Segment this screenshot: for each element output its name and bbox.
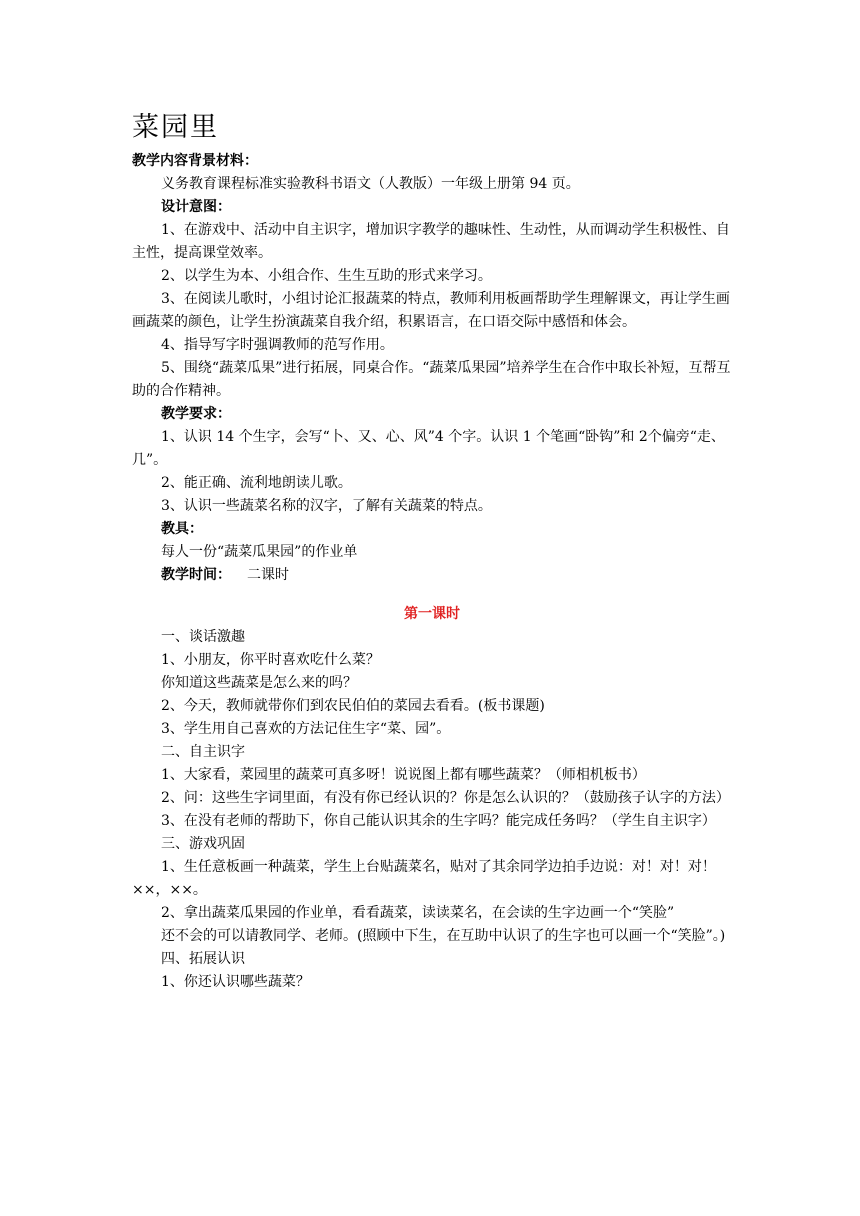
background-text: 义务教育课程标准实验教科书语文（人教版）一年级上册第 94 页。 <box>161 176 580 192</box>
lesson-line: 3、学生用自己喜欢的方法记住生字“菜、园”。 <box>161 721 451 737</box>
requirement-item: 1、认识 14 个生字，会写“卜、又、心、风”4 个字。认识 1 个笔画“卧钩”和 2个偏旁“走、几”。 <box>132 429 725 468</box>
requirements-heading: 教学要求： <box>161 406 231 422</box>
design-heading: 设计意图： <box>161 199 231 215</box>
lesson-line: 2、今天，教师就带你们到农民伯伯的菜园去看看。(板书课题) <box>161 698 545 714</box>
document-body <box>132 110 732 994</box>
design-point: 4、指导写字时强调教师的范写作用。 <box>161 337 394 353</box>
lesson-line: 1、你还认识哪些蔬菜？ <box>161 974 310 990</box>
lesson-line: 一、谈话激趣 <box>161 629 245 645</box>
lesson-line: 二、自主识字 <box>161 744 245 760</box>
lesson-line: 3、在没有老师的帮助下，你自己能认识其余的生字吗？能完成任务吗？（学生自主识字） <box>161 813 716 829</box>
lesson-line: 2、问：这些生字词里面，有没有你已经认识的？你是怎么认识的？（鼓励孩子认字的方法） <box>161 790 730 806</box>
lesson-line: 还不会的可以请教同学、老师。(照顾中下生，在互助中认识了的生字也可以画一个“笑脸”。) <box>161 928 726 944</box>
design-point: 3、在阅读儿歌时，小组讨论汇报蔬菜的特点，教师利用板画帮助学生理解课文，再让学生画画蔬菜的颜色，让学生扮演蔬菜自我介绍，积累语言，在口语交际中感悟和体会。 <box>132 291 730 330</box>
lesson-line: 你知道这些蔬菜是怎么来的吗？ <box>161 675 357 691</box>
design-point: 2、以学生为本、小组合作、生生互助的形式来学习。 <box>161 268 492 284</box>
design-point: 1、在游戏中、活动中自主识字，增加识字教学的趣味性、生动性，从而调动学生积极性、自主性，提高课堂效率。 <box>132 222 730 261</box>
lesson-line: 2、拿出蔬菜瓜果园的作业单，看看蔬菜，读读菜名，在会读的生字边画一个“笑脸” <box>161 905 675 921</box>
document-title: 菜园里 <box>132 112 219 143</box>
time-heading: 教学时间： <box>161 567 231 583</box>
lesson-line: 1、生任意板画一种蔬菜，学生上台贴蔬菜名，贴对了其余同学边拍手边说：对！对！对！××，××。 <box>132 859 716 898</box>
lesson-line: 三、游戏巩固 <box>161 836 245 852</box>
time-value: 二课时 <box>247 567 289 583</box>
lesson-title: 第一课时 <box>404 606 460 622</box>
tools-heading: 教具： <box>161 521 203 537</box>
lesson-body <box>132 626 732 994</box>
lesson-line: 1、大家看，菜园里的蔬菜可真多呀！说说图上都有哪些蔬菜？（师相机板书） <box>161 767 646 783</box>
lesson-line: 四、拓展认识 <box>161 951 245 967</box>
requirement-item: 3、认识一些蔬菜名称的汉字，了解有关蔬菜的特点。 <box>161 498 492 514</box>
time-row <box>132 564 732 587</box>
design-point: 5、围绕“蔬菜瓜果”进行拓展，同桌合作。“蔬菜瓜果园”培养学生在合作中取长补短，互帮互助的合作精神。 <box>132 360 731 399</box>
tools-text: 每人一份“蔬菜瓜果园”的作业单 <box>161 544 358 560</box>
background-heading: 教学内容背景材料： <box>132 153 258 169</box>
lesson-line: 1、小朋友，你平时喜欢吃什么菜？ <box>161 652 380 668</box>
requirement-item: 2、能正确、流利地朗读儿歌。 <box>161 475 352 491</box>
